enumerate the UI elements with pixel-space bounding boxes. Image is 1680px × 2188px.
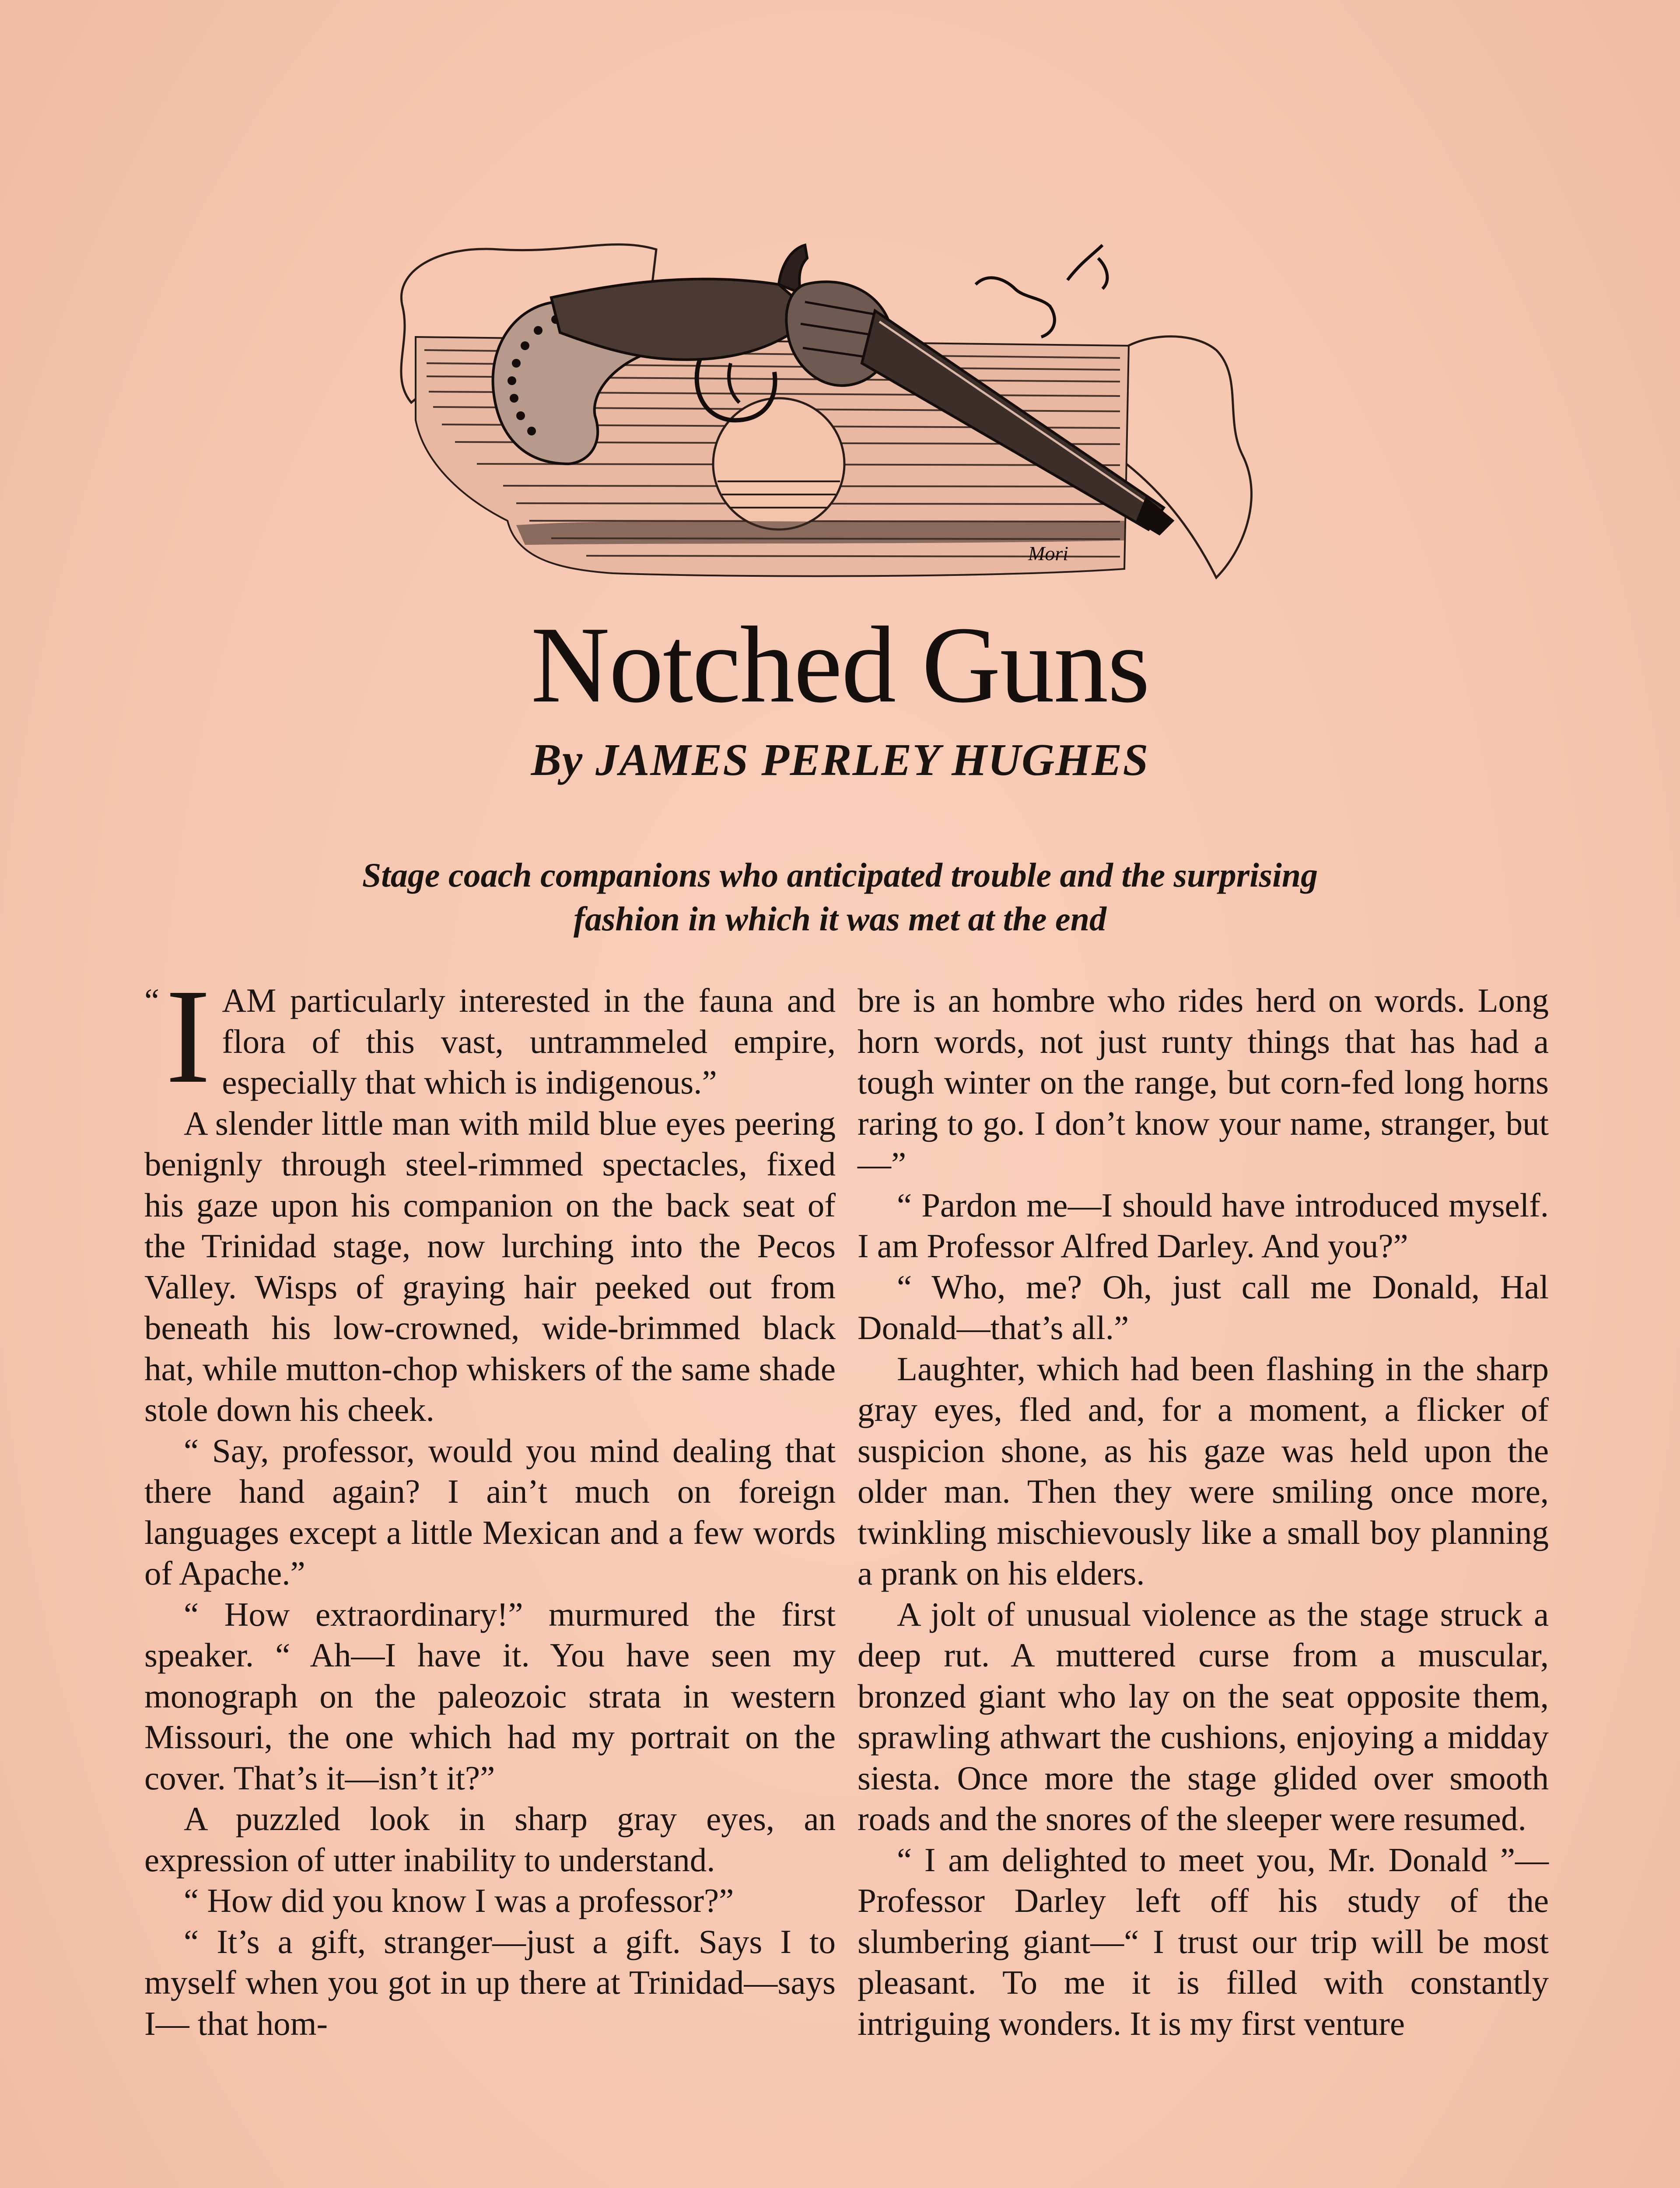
opening-quote: “ [144,982,160,1019]
text-column-left [144,961,836,2044]
paragraph: “ I am delighted to meet you, Mr. Donald ”—Professor Darley left off his study of the slumbering giant—“ I trust our trip will be most pleasant. To me it is filled with constantly intriguing wonders. It is my first venture [858,1841,1549,2042]
paragraph: “ How extraordinary!” murmured the first speaker. “ Ah—I have it. You have seen my monograph on the paleozoic strata in western Missouri, the one which had my portrait on the cover. That’s it—isn’t it?” [144,1595,836,1797]
paragraph-continuation: bre is an hombre who rides herd on words. Long horn words, not just runty things that has had a tough winter on the range, but corn-fed long horns raring to go. I don’t know your name, stranger, but—” [858,982,1549,1183]
article-byline: By JAMES PERLEY HUGHES [531,735,1149,785]
paragraph-opening [144,961,836,1112]
paragraph: “ Pardon me—I should have introduced myself. I am Professor Alfred Darley. And you?” [858,1186,1549,1265]
artist-signature: Mori [1028,542,1068,565]
opening-paragraph-text: AM particularly interested in the fauna and flora of this vast, untrammeled empire, especially that which is indigenous.” [222,982,836,1101]
text-column-right [858,980,1549,2044]
paragraph: “ Who, me? Oh, just call me Donald, Hal Donald—that’s all.” [858,1268,1549,1346]
article-title: Notched Guns [531,604,1149,726]
paragraph: Laughter, which had been flashing in the sharp gray eyes, fled and, for a moment, a flicker of suspicion shone, as his gaze was held upon the older man. Then they were smiling once more, twinkling mischievously like a small boy planning a prank on his elders. [858,1350,1549,1592]
paragraph: A puzzled look in sharp gray eyes, an expression of utter inability to understand. [144,1800,836,1879]
revolver-illustration [385,219,1278,630]
paragraph: A slender little man with mild blue eyes peering benignly through steel-rimmed spectacles, fixed his gaze upon his companion on the back seat of the Trinidad stage, now lurching into the Pecos Valley. Wisps of graying hair peeked out from beneath his low-crowned, wide-brimmed black hat, while mutton-chop whiskers of the same shade stole down his cheek. [144,1104,836,1428]
paragraph: “ How did you know I was a professor?” [184,1882,734,1919]
drop-cap: I [165,961,211,1112]
article-teaser: Stage coach companions who anticipated trouble and the surprising fashion in which it was met at the end [362,856,1318,938]
paragraph: A jolt of unusual violence as the stage struck a deep rut. A muttered curse from a muscular, bronzed giant who lay on the seat opposite them, sprawling athwart the cushions, enjoying a midday siesta. Once more the stage glided over smooth roads and the snores of the sleeper were resumed. [858,1595,1549,1837]
paragraph: “ It’s a gift, stranger—just a gift. Says I to myself when you got in up there at Trinidad—says I— that hom- [144,1922,836,2042]
paragraph: “ Say, professor, would you mind dealing that there hand again? I ain’t much on foreign languages except a little Mexican and a few words of Apache.” [144,1431,836,1592]
rope-squiggles [976,245,1107,337]
